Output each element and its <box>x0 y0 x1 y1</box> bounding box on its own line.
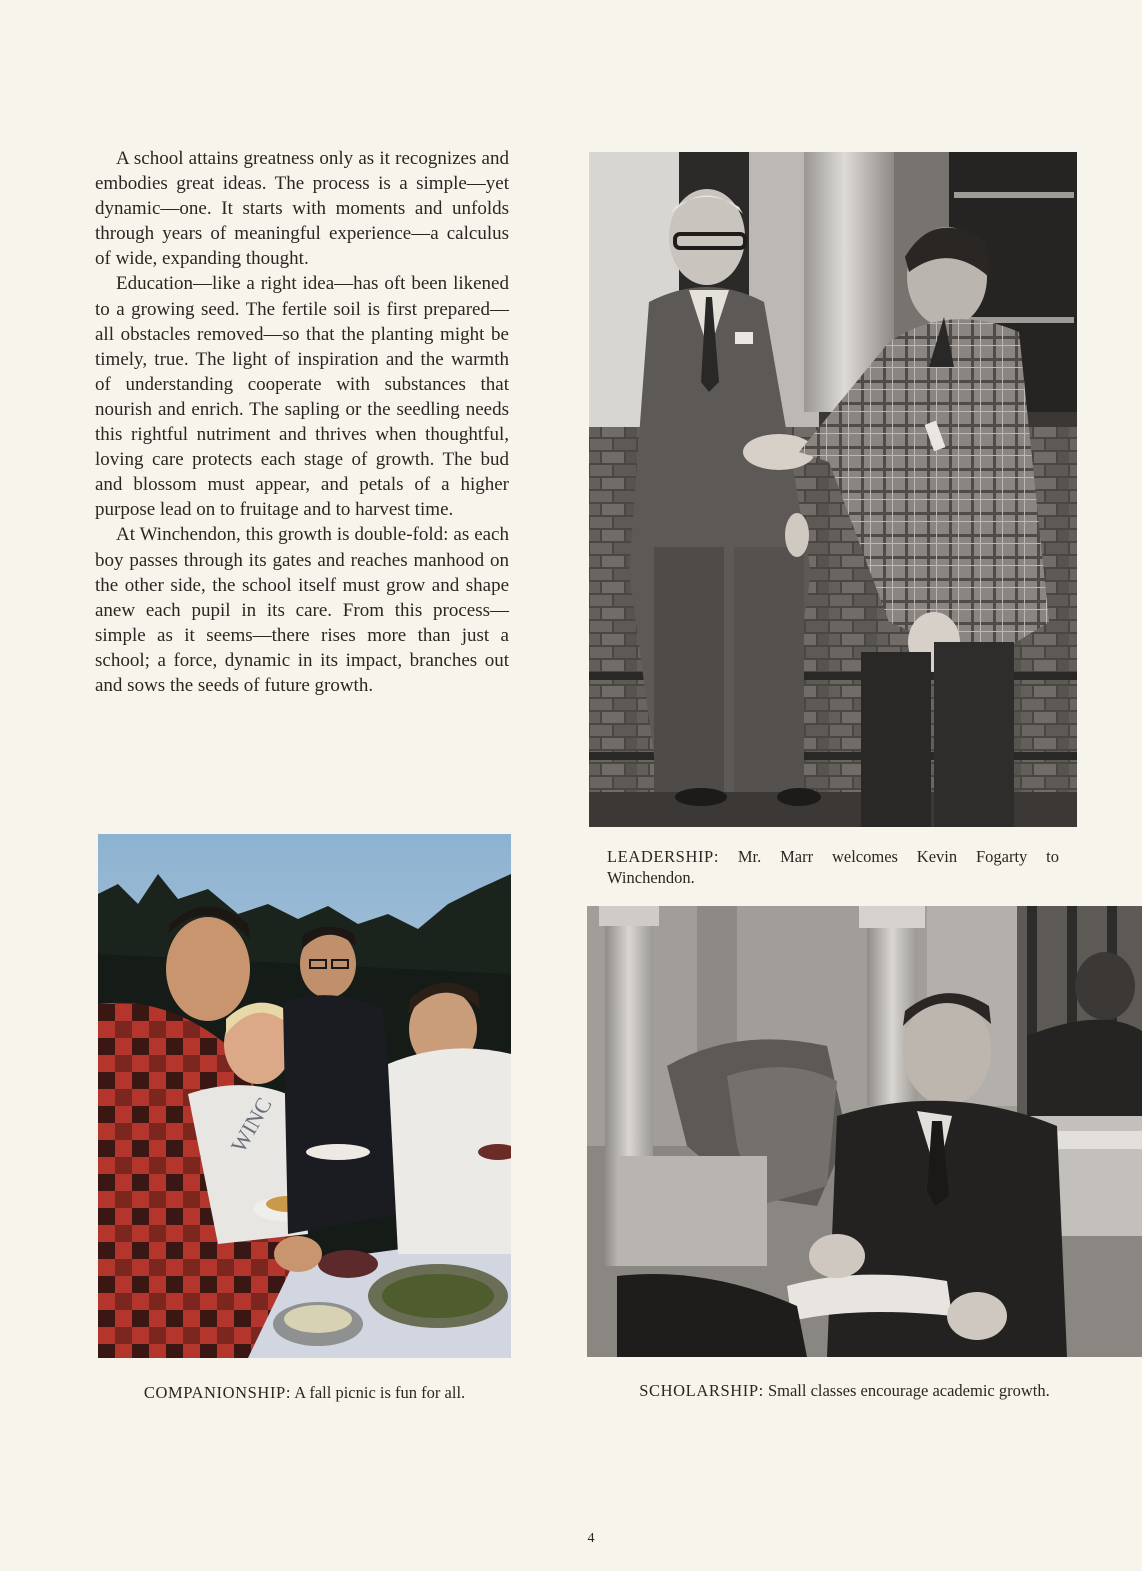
caption-text: A fall picnic is fun for all. <box>294 1383 466 1402</box>
caption-text: Mr. Marr welcomes Kevin Fogarty to Winchendon. <box>607 847 1060 887</box>
essay-paragraph: A school attains greatness only as it recognizes and embodies great ideas. The process is a simple—yet dynamic—one. It starts with moments and unfolds through years of meaningful experience—a calculus of wide, expanding thought. <box>95 148 509 270</box>
caption-leadership <box>607 846 1059 888</box>
caption-scholarship <box>593 1380 1096 1401</box>
caption-label: COMPANIONSHIP: <box>143 1383 292 1402</box>
caption-label: SCHOLARSHIP: <box>639 1381 764 1400</box>
caption-companionship <box>98 1382 511 1403</box>
essay-paragraph: Education—like a right idea—has oft been likened to a growing seed. The fertile soil is first prepared—all obstacles removed—so that the planting might be timely, true. The light of inspiration and the warmth of understanding cooperate with substances that nourish and enrich. The sapling or the seedling needs this rightful nutriment and thrives when thoughtful, loving care protects each stage of growth. The bud and blossom must appear, and petals of a higher purpose lead on to fruitage and to harvest time. <box>95 273 509 521</box>
essay-paragraph: At Winchendon, this growth is double-fold: as each boy passes through its gates and reaches manhood on the other side, the school itself must grow and shape anew each pupil in its care. From this process—simple as it seems—there rises more than just a school; a force, dynamic in its impact, branches out and sows the seeds of future growth. <box>95 524 509 696</box>
leadership-photo <box>589 152 1077 827</box>
companionship-photo <box>98 834 511 1358</box>
svg-text:WINC: WINC <box>225 1093 277 1157</box>
caption-label: LEADERSHIP: <box>607 847 720 866</box>
page-number: 4 <box>587 1531 595 1546</box>
essay-text <box>95 146 509 698</box>
scholarship-photo <box>587 906 1142 1357</box>
caption-text: Small classes encourage academic growth. <box>767 1381 1050 1400</box>
